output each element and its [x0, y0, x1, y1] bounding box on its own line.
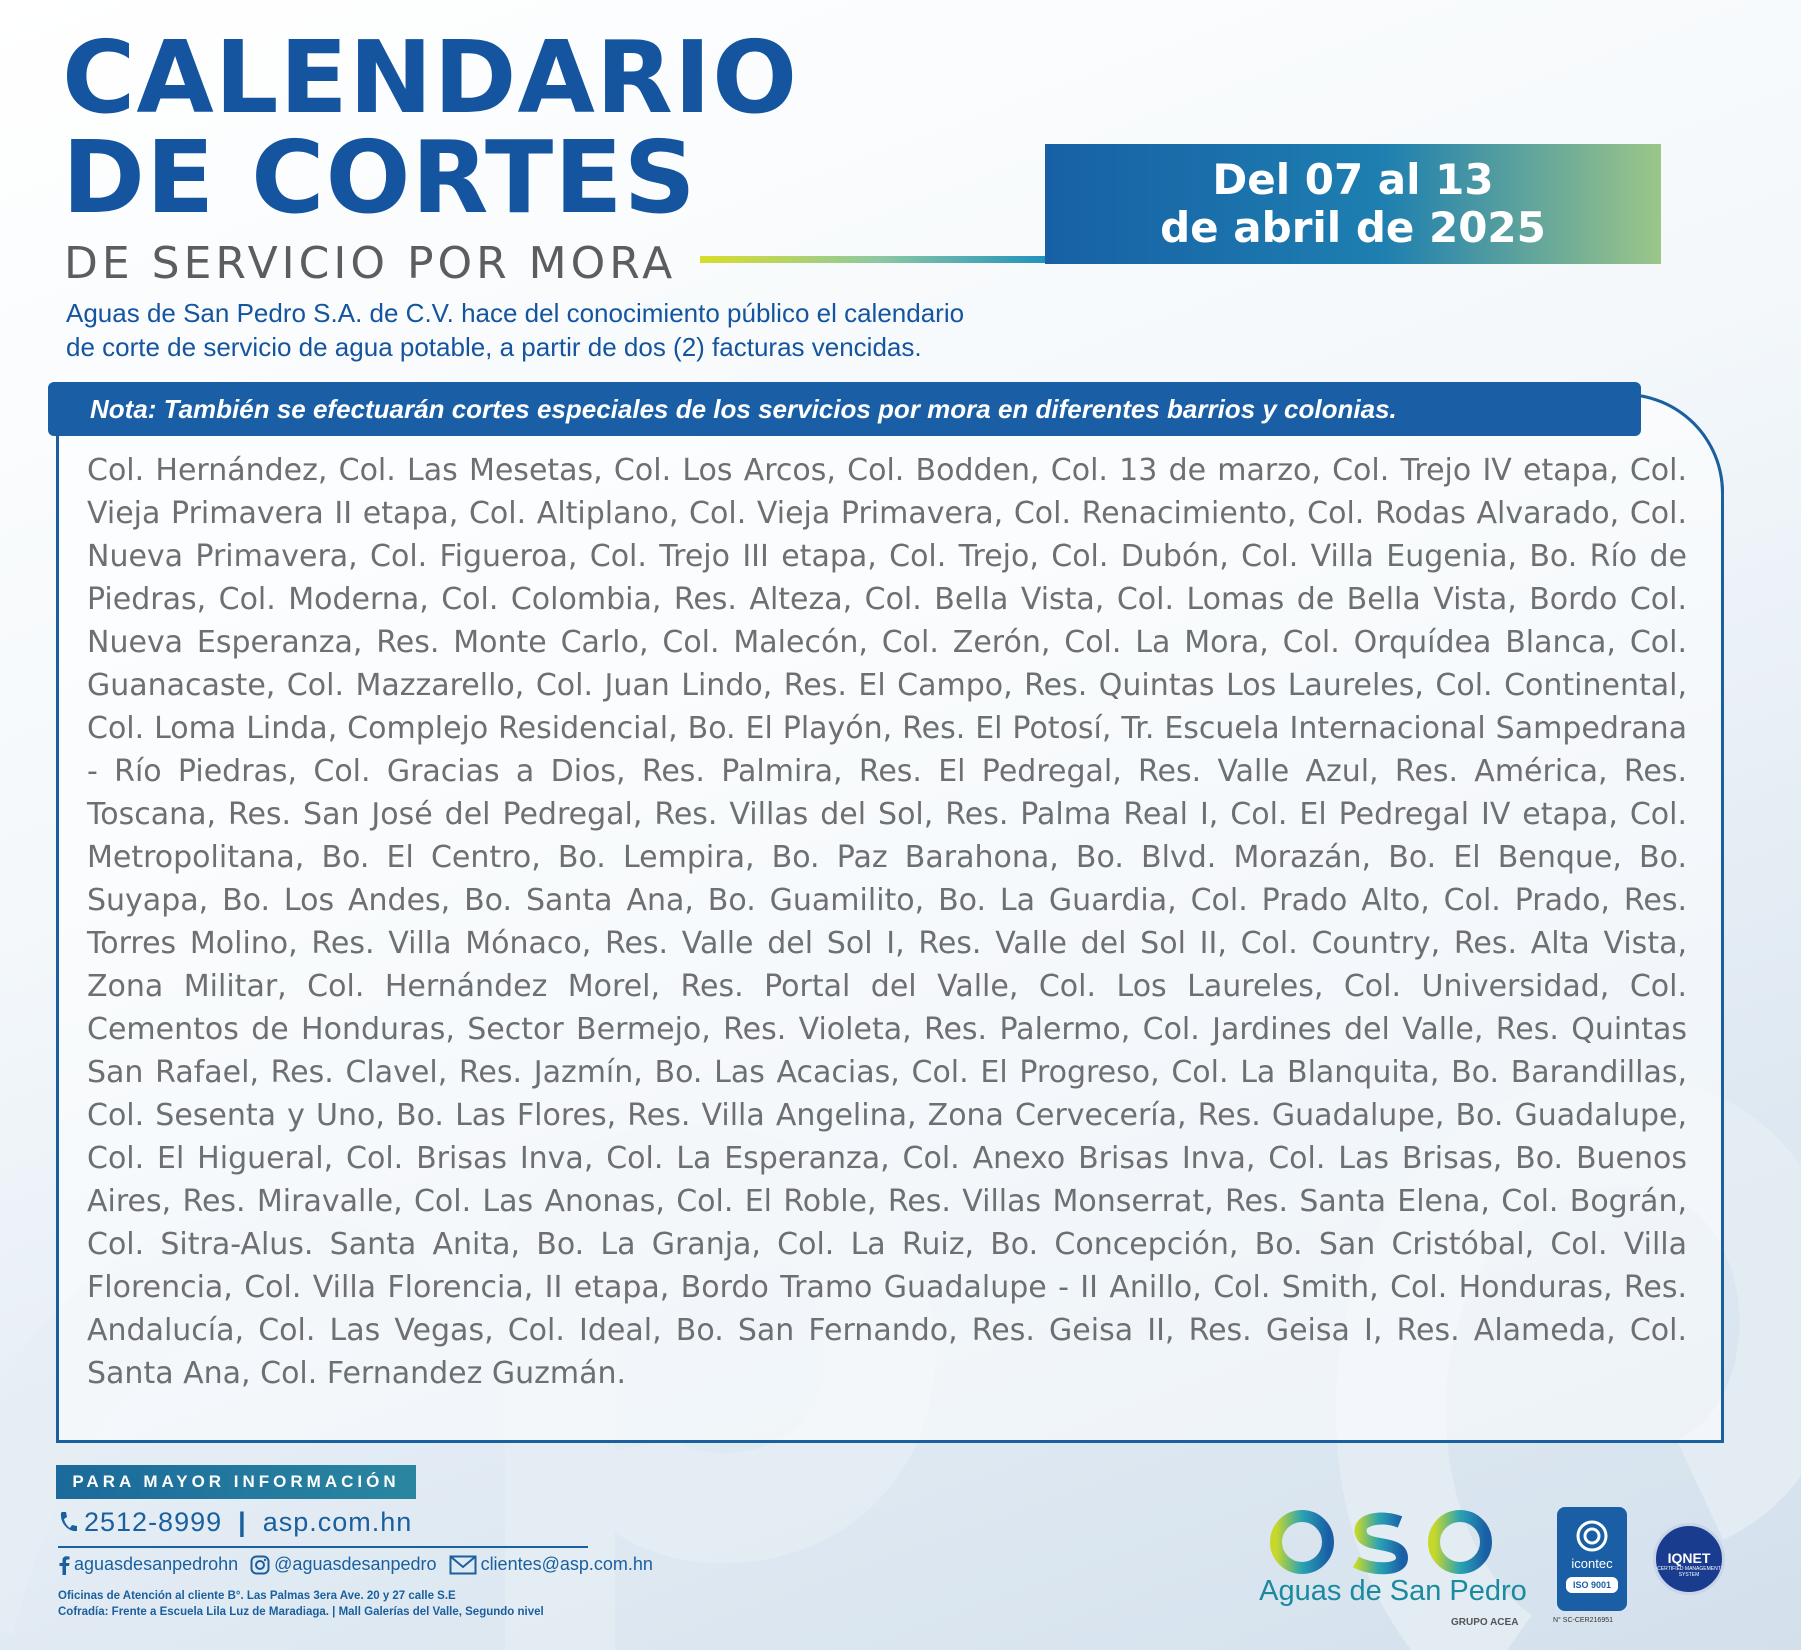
instagram-item[interactable] [250, 1554, 436, 1575]
email-address: clientes@asp.com.hn [480, 1554, 653, 1574]
office-addresses [58, 1588, 758, 1620]
page-subtitle: DE SERVICIO POR MORA [64, 238, 677, 289]
title-line-1: CALENDARIO [62, 19, 799, 136]
colonias-list: Col. Hernández, Col. Las Mesetas, Col. Los Arcos, Col. Bodden, Col. 13 de marzo, Col. Trejo IV etapa, Col. Vieja Primavera II etapa, Col. Altiplano, Col. Vieja Primavera, Col. Renacimiento, Col. Rodas Alvarado, Col. Nueva Primavera, Col. Figueroa, Col. Trejo III etapa, Col. Trejo, Col. Dubón, Col. Villa Eugenia, Bo. Río de Piedras, Col. Moderna, Col. Colombia, Res. Alteza, Col. Bella Vista, Col. Lomas de Bella Vista, Bordo Col. Nueva Esperanza, Res. Monte Carlo, Col. Malecón, Col. Zerón, Col. La Mora, Col. Orquídea Blanca, Col. Guanacaste, Col. Mazzarello, Col. Juan Lindo, Res. El Campo, Res. Quintas Los Laureles, Col. Continental, Col. Loma Linda, Complejo Residencial, Bo. El Playón, Res. El Potosí, Tr. Escuela Internacional Sampedrana - Río Piedras, Col. Gracias a Dios, Res. Palmira, Res. El Pedregal, Res. Valle Azul, Res. América, Res. Toscana, Res. San José del Pedregal, Res. Villas del Sol, Res. Palma Real I, Col. El Pedregal IV etapa, Col. Metropolitana, Bo. El Centro, Bo. Lempira, Bo. Paz Barahona, Bo. Blvd. Morazán, Bo. El Benque, Bo. Suyapa, Bo. Los Andes, Bo. Santa Ana, Bo. Guamilito, Bo. La Guardia, Col. Prado Alto, Col. Prado, Res. Torres Molino, Res. Villa Mónaco, Res. Valle del Sol I, Res. Valle del Sol II, Col. Country, Res. Alta Vista, Zona Militar, Col. Hernández Morel, Res. Portal del Valle, Col. Los Laureles, Col. Universidad, Col. Cementos de Honduras, Sector Bermejo, Res. Violeta, Res. Palermo, Col. Jardines del Valle, Res. Quintas San Rafael, Res. Clavel, Res. Jazmín, Bo. Las Acacias, Col. El Progreso, Col. La Blanquita, Bo. Barandillas, Col. Sesenta y Uno, Bo. Las Flores, Res. Villa Angelina, Zona Cervecería, Res. Guadalupe, Bo. Guadalupe, Col. El Higueral, Col. Brisas Inva, Col. La Esperanza, Col. Anexo Brisas Inva, Col. Las Brisas, Bo. Buenos Aires, Res. Miravalle, Col. Las Anonas, Col. El Roble, Res. Villas Monserrat, Res. Santa Elena, Col. Bográn, Col. Sitra-Alus. Santa Anita, Bo. La Granja, Col. La Ruiz, Bo. Concepción, Bo. San Cristóbal, Col. Villa Florencia, Col. Villa Florencia, II etapa, Bordo Tramo Guadalupe - II Anillo, Col. Smith, Col. Honduras, Res. Andalucía, Col. Las Vegas, Col. Ideal, Bo. San Fernando, Res. Geisa II, Res. Geisa I, Res. Alameda, Col. Santa Ana, Col. Fernandez Guzmán. [87, 453, 1687, 1391]
phone-link[interactable]: 2512-8999 [84, 1506, 223, 1537]
intro-line-1: Aguas de San Pedro S.A. de C.V. hace del conocimiento público el calendario [66, 298, 965, 328]
iqnet-name: IQNET [1667, 1550, 1711, 1566]
facebook-handle: aguasdesanpedrohn [74, 1554, 239, 1574]
iqnet-badge [1653, 1523, 1725, 1595]
date-line-2: de abril de 2025 [1160, 203, 1546, 252]
website-link[interactable]: asp.com.hn [262, 1506, 413, 1537]
decorative-gradient-line [700, 256, 1056, 263]
icontec-icon [1572, 1516, 1612, 1556]
offices-line-1: Oficinas de Atención al cliente B°. Las Palmas 3era Ave. 20 y 27 calle S.E [58, 1590, 456, 1602]
facebook-icon [58, 1555, 70, 1575]
note-banner: Nota: También se efectuarán cortes especiales de los servicios por mora en diferentes barrios y colonias. [48, 382, 1641, 436]
footer-divider [58, 1546, 588, 1548]
intro-line-2: de corte de servicio de agua potable, a partir de dos (2) facturas vencidas. [66, 332, 922, 362]
page-title [62, 19, 799, 236]
date-range-banner [1045, 144, 1661, 264]
icontec-name: icontec [1571, 1556, 1613, 1571]
group-label: GRUPO ACEA [1451, 1617, 1519, 1628]
instagram-handle: @aguasdesanpedro [274, 1554, 437, 1574]
offices-line-2: Cofradía: Frente a Escuela Lila Luz de Maradiaga. | Mall Galerías del Valle, Segundo nivel [58, 1606, 544, 1618]
brand-name: Aguas de San Pedro [1259, 1575, 1527, 1607]
iqnet-subtext: CERTIFIED MANAGEMENT SYSTEM [1657, 1566, 1721, 1578]
instagram-icon [250, 1555, 270, 1575]
cert-number: N° SC-CER216951 [1553, 1617, 1613, 1624]
date-line-1: Del 07 al 13 [1212, 155, 1494, 204]
social-row [58, 1554, 653, 1575]
phone-icon [58, 1510, 78, 1534]
separator: | [238, 1506, 247, 1537]
intro-text [66, 296, 1126, 364]
title-line-2: DE CORTES [62, 119, 697, 236]
iso-label: ISO 9001 [1566, 1577, 1618, 1593]
info-label: PARA MAYOR INFORMACIÓN [56, 1465, 416, 1499]
email-item[interactable] [449, 1554, 653, 1575]
icontec-badge [1557, 1507, 1627, 1611]
mail-icon [449, 1555, 477, 1575]
contact-row [58, 1504, 412, 1540]
facebook-item[interactable] [58, 1554, 238, 1575]
